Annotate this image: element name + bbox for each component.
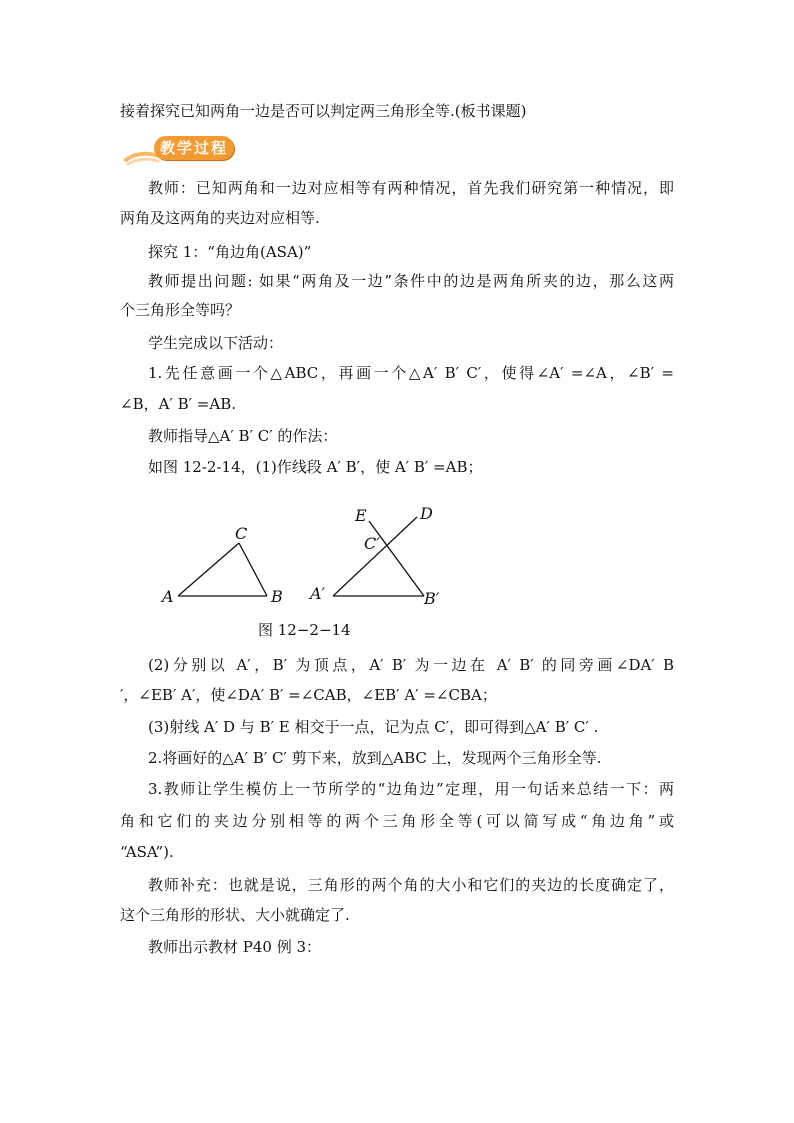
label-a: A: [162, 587, 174, 606]
paragraph-1-line-2: 两角及这两角的夹边对应相等.: [120, 209, 320, 227]
label-c-prime: C′: [364, 534, 380, 553]
label-b-prime: B′: [424, 589, 440, 608]
explore-1-heading: 探究 1：“角边角(ASA)”: [148, 243, 312, 261]
paragraph-2-line-2: 个三角形全等吗？: [120, 301, 241, 319]
paragraph-6-line-2: 这个三角形的形状、大小就确定了.: [120, 906, 350, 924]
paragraph-3: 学生完成以下活动：: [148, 334, 284, 352]
label-e: E: [355, 506, 367, 525]
paragraph-5: 如图 12-2-14，(1)作线段 A′ B′，使 A′ B′ =AB；: [148, 458, 483, 476]
section-badge-label: 教学过程: [154, 136, 234, 160]
label-b: B: [271, 587, 283, 606]
figure-caption: 图 12−2−14: [258, 621, 351, 639]
section-badge: [124, 136, 242, 164]
step-5-line-1: 3.教师让学生模仿上一节所学的“边角边”定理，用一句话来总结一下：两: [148, 780, 674, 798]
label-d: D: [420, 504, 433, 523]
step-4: 2.将画好的△A′ B′ C′ 剪下来，放到△ABC 上，发现两个三角形全等.: [148, 749, 602, 767]
step-2-line-2: ′，∠EB′ A′，使∠DA′ B′ =∠CAB，∠EB′ A′ =∠CBA；: [120, 686, 497, 704]
step-5-line-3: “ASA”).: [120, 843, 174, 861]
step-2-line-1: (2)分别以 A′，B′ 为顶点，A′ B′ 为一边在 A′ B′ 的同旁画∠DA′ B: [148, 656, 674, 674]
label-a-prime: A′: [310, 584, 326, 603]
step-3: (3)射线 A′ D 与 B′ E 相交于一点，记为点 C′，即可得到△A′ B′ C′ .: [148, 718, 599, 736]
triangle-a1b1c1: [333, 517, 424, 596]
step-1-line-2: ∠B，A′ B′ =AB.: [120, 395, 236, 413]
label-c: C: [235, 524, 248, 543]
triangle-abc: [178, 543, 267, 596]
step-1-line-1: 1.先任意画一个△ABC，再画一个△A′ B′ C′，使得∠A′ =∠A，∠B′ =: [148, 364, 674, 382]
paragraph-6-line-1: 教师补充：也就是说，三角形的两个角的大小和它们的夹边的长度确定了，: [148, 876, 674, 894]
paragraph-2-line-1: 教师提出问题: 如果“两角及一边”条件中的边是两角所夹的边，那么这两: [148, 272, 674, 290]
triangle-figure: [150, 495, 460, 620]
step-5-line-2: 角和它们的夹边分别相等的两个三角形全等(可以简写成“角边角”或: [120, 812, 674, 830]
intro-line: 接着探究已知两角一边是否可以判定两三角形全等.(板书课题): [120, 102, 527, 120]
paragraph-7: 教师出示教材 P40 例 3：: [148, 938, 322, 956]
paragraph-1-line-1: 教师：已知两角和一边对应相等有两种情况，首先我们研究第一种情况，即: [148, 179, 674, 197]
paragraph-4: 教师指导△A′ B′ C′ 的作法：: [148, 427, 338, 445]
